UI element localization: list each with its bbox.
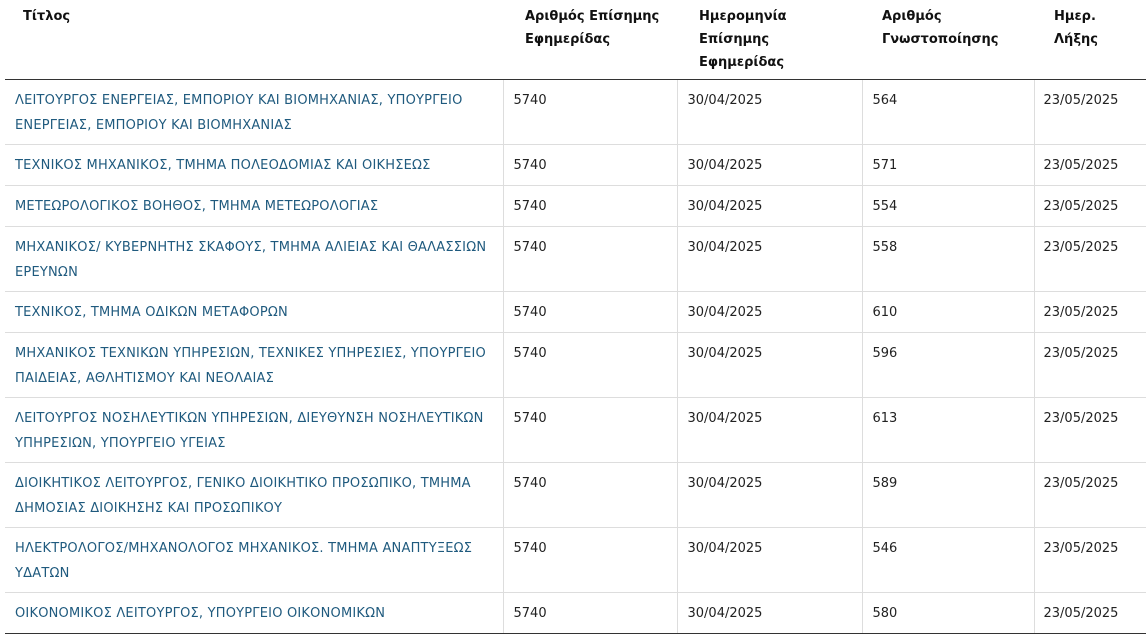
notice-number-cell: 546 [862, 527, 1034, 592]
table-header-row [5, 0, 1146, 79]
column-header-title-label: Τίτλος [23, 9, 71, 24]
table-row [5, 592, 1146, 633]
gazette-date-cell: 30/04/2025 [677, 397, 862, 462]
column-header-notice-number[interactable]: Αριθμός Γνωστοποίησης [862, 0, 1034, 79]
table-row [5, 79, 1146, 144]
expiry-date-cell: 23/05/2025 [1034, 291, 1146, 332]
gazette-date-cell: 30/04/2025 [677, 144, 862, 185]
notice-number-cell: 596 [862, 332, 1034, 397]
gazette-number-cell: 5740 [503, 527, 677, 592]
notice-title-link[interactable]: ΔΙΟΙΚΗΤΙΚΟΣ ΛΕΙΤΟΥΡΓΟΣ, ΓΕΝΙΚΟ ΔΙΟΙΚΗΤΙΚΟ ΠΡΟΣΩΠΙΚΟ, ΤΜΗΜΑ ΔΗΜΟΣΙΑΣ ΔΙΟΙΚΗΣΗΣ ΚΑΙ ΠΡΟΣΩΠΙΚΟΥ [15, 475, 471, 516]
gazette-number-cell: 5740 [503, 291, 677, 332]
gazette-date-cell: 30/04/2025 [677, 462, 862, 527]
title-cell [5, 592, 503, 633]
table-row [5, 527, 1146, 592]
expiry-date-cell: 23/05/2025 [1034, 226, 1146, 291]
notice-number-cell: 554 [862, 185, 1034, 226]
expiry-date-cell: 23/05/2025 [1034, 185, 1146, 226]
gazette-date-cell: 30/04/2025 [677, 332, 862, 397]
gazette-number-cell: 5740 [503, 462, 677, 527]
gazette-date-cell: 30/04/2025 [677, 226, 862, 291]
gazette-date-cell: 30/04/2025 [677, 79, 862, 144]
notice-number-cell: 589 [862, 462, 1034, 527]
title-cell [5, 185, 503, 226]
title-cell [5, 527, 503, 592]
notice-title-link[interactable]: ΜΕΤΕΩΡΟΛΟΓΙΚΟΣ ΒΟΗΘΟΣ, ΤΜΗΜΑ ΜΕΤΕΩΡΟΛΟΓΙΑΣ [15, 198, 379, 214]
expiry-date-cell: 23/05/2025 [1034, 144, 1146, 185]
notice-title-link[interactable]: ΜΗΧΑΝΙΚΟΣ/ ΚΥΒΕΡΝΗΤΗΣ ΣΚΑΦΟΥΣ, ΤΜΗΜΑ ΑΛΙΕΙΑΣ ΚΑΙ ΘΑΛΑΣΣΙΩΝ ΕΡΕΥΝΩΝ [15, 239, 487, 280]
notice-number-cell: 613 [862, 397, 1034, 462]
title-cell [5, 462, 503, 527]
notice-number-cell: 580 [862, 592, 1034, 633]
notice-title-link[interactable]: ΛΕΙΤΟΥΡΓΟΣ ΕΝΕΡΓΕΙΑΣ, ΕΜΠΟΡΙΟΥ ΚΑΙ ΒΙΟΜΗΧΑΝΙΑΣ, ΥΠΟΥΡΓΕΙΟ ΕΝΕΡΓΕΙΑΣ, ΕΜΠΟΡΙΟΥ ΚΑΙ ΒΙΟΜΗΧΑΝΙΑΣ [15, 92, 463, 133]
column-header-gazette-date[interactable]: Ημερομηνία Επίσημης Εφημερίδας [677, 0, 862, 79]
gazette-number-cell: 5740 [503, 79, 677, 144]
notice-title-link[interactable]: ΛΕΙΤΟΥΡΓΟΣ ΝΟΣΗΛΕΥΤΙΚΩΝ ΥΠΗΡΕΣΙΩΝ, ΔΙΕΥΘΥΝΣΗ ΝΟΣΗΛΕΥΤΙΚΩΝ ΥΠΗΡΕΣΙΩΝ, ΥΠΟΥΡΓΕΙΟ ΥΓΕΙΑΣ [15, 410, 484, 451]
table-row [5, 226, 1146, 291]
gazette-number-cell: 5740 [503, 144, 677, 185]
notices-table [5, 0, 1146, 634]
table-row [5, 291, 1146, 332]
title-cell [5, 291, 503, 332]
notice-title-link[interactable]: ΟΙΚΟΝΟΜΙΚΟΣ ΛΕΙΤΟΥΡΓΟΣ, ΥΠΟΥΡΓΕΙΟ ΟΙΚΟΝΟΜΙΚΩΝ [15, 605, 386, 621]
notice-title-link[interactable]: ΜΗΧΑΝΙΚΟΣ ΤΕΧΝΙΚΩΝ ΥΠΗΡΕΣΙΩΝ, ΤΕΧΝΙΚΕΣ ΥΠΗΡΕΣΙΕΣ, ΥΠΟΥΡΓΕΙΟ ΠΑΙΔΕΙΑΣ, ΑΘΛΗΤΙΣΜΟΥ ΚΑΙ ΝΕΟΛΑΙΑΣ [15, 345, 486, 386]
gazette-date-cell: 30/04/2025 [677, 527, 862, 592]
gazette-number-cell: 5740 [503, 397, 677, 462]
expiry-date-cell: 23/05/2025 [1034, 592, 1146, 633]
table-row [5, 185, 1146, 226]
expiry-date-cell: 23/05/2025 [1034, 79, 1146, 144]
title-cell [5, 332, 503, 397]
title-cell [5, 79, 503, 144]
table-row [5, 462, 1146, 527]
column-header-title[interactable] [5, 0, 503, 79]
column-header-expiry-date[interactable]: Ημερ. Λήξης [1034, 0, 1146, 79]
title-cell [5, 397, 503, 462]
table-row [5, 144, 1146, 185]
table-row [5, 397, 1146, 462]
column-header-gazette-number[interactable]: Αριθμός Επίσημης Εφημερίδας [503, 0, 677, 79]
expiry-date-cell: 23/05/2025 [1034, 527, 1146, 592]
expiry-date-cell: 23/05/2025 [1034, 462, 1146, 527]
gazette-date-cell: 30/04/2025 [677, 291, 862, 332]
notice-number-cell: 558 [862, 226, 1034, 291]
notice-title-link[interactable]: ΤΕΧΝΙΚΟΣ, ΤΜΗΜΑ ΟΔΙΚΩΝ ΜΕΤΑΦΟΡΩΝ [15, 304, 288, 320]
gazette-number-cell: 5740 [503, 226, 677, 291]
notice-number-cell: 564 [862, 79, 1034, 144]
table-row [5, 332, 1146, 397]
expiry-date-cell: 23/05/2025 [1034, 332, 1146, 397]
notice-title-link[interactable]: ΤΕΧΝΙΚΟΣ ΜΗΧΑΝΙΚΟΣ, ΤΜΗΜΑ ΠΟΛΕΟΔΟΜΙΑΣ ΚΑΙ ΟΙΚΗΣΕΩΣ [15, 157, 431, 173]
gazette-number-cell: 5740 [503, 185, 677, 226]
notice-number-cell: 610 [862, 291, 1034, 332]
title-cell [5, 226, 503, 291]
gazette-number-cell: 5740 [503, 332, 677, 397]
notice-title-link[interactable]: ΗΛΕΚΤΡΟΛΟΓΟΣ/ΜΗΧΑΝΟΛΟΓΟΣ ΜΗΧΑΝΙΚΟΣ. ΤΜΗΜΑ ΑΝΑΠΤΥΞΕΩΣ ΥΔΑΤΩΝ [15, 540, 473, 581]
gazette-date-cell: 30/04/2025 [677, 185, 862, 226]
notice-number-cell: 571 [862, 144, 1034, 185]
gazette-number-cell: 5740 [503, 592, 677, 633]
title-cell [5, 144, 503, 185]
gazette-date-cell: 30/04/2025 [677, 592, 862, 633]
expiry-date-cell: 23/05/2025 [1034, 397, 1146, 462]
